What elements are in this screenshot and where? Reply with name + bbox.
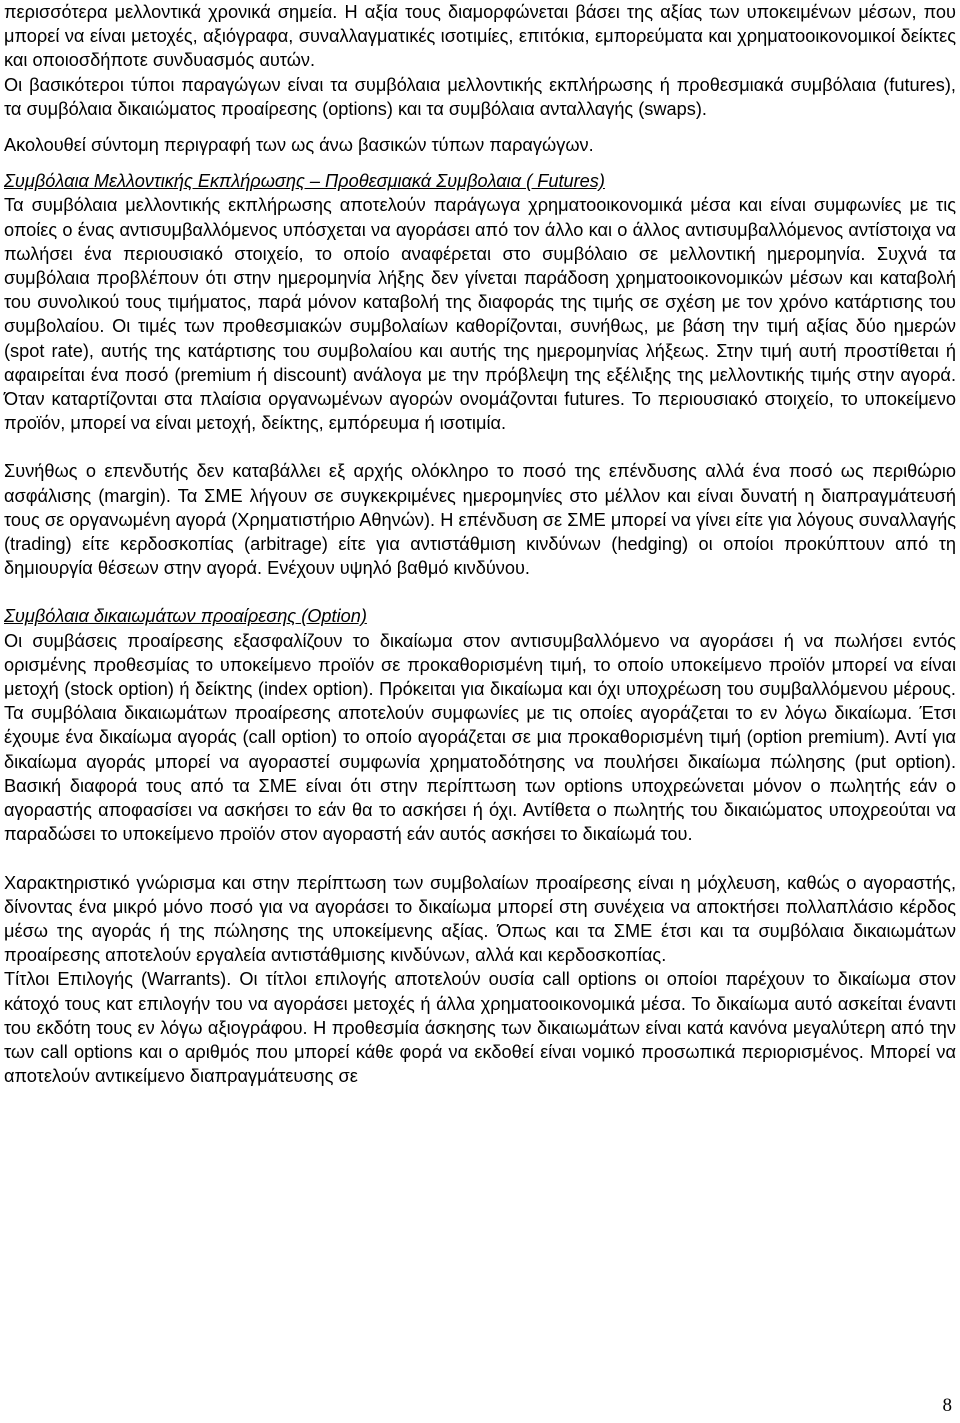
heading-futures: Συμβόλαια Μελλοντικής Εκπλήρωσης – Προθεσμιακά Συμβολαια ( Futures) — [4, 171, 605, 192]
paragraph-intro-continuation: περισσότερα μελλοντικά χρονικά σημεία. Η αξία τους διαμορφώνεται βάσει της αξίας των υποκειμένων μέσων, που μπορεί να είναι μετοχές, αξιόγραφα, συναλλαγματικές ισοτιμίες, επιτόκια, εμπορεύματα και χρηματοοικονομικοί δείκτες και οποιοσδήποτε συνδυασμός αυτών. — [4, 2, 956, 71]
spacer — [4, 847, 956, 871]
paragraph-followup: Ακολουθεί σύντομη περιγραφή των ως άνω βασικών τύπων παραγώγων. — [4, 135, 594, 156]
document-page — [4, 0, 956, 1088]
spacer — [4, 580, 956, 604]
paragraph-options-leverage: Χαρακτηριστικό γνώρισμα και στην περίπτωση των συμβολαίων προαίρεσης είναι η μόχλευση, καθώς ο αγοραστής, δίνοντας ένα μικρό μόνο ποσό για να αγοράσει το δικαίωμα μπορεί στη συνέχεια να αποκτήσει πολλαπλάσιο κέρδος μέσω της αγοράς ή της πώλησης της υποκείμενης αξίας. Όπως και τα ΣΜΕ έτσι και τα συμβόλαια δικαιωμάτων προαίρεσης αποτελούν εργαλεία αντιστάθμισης κινδύνων, αλλά και κερδοσκοπίας. — [4, 872, 956, 966]
paragraph-futures-body: Τα συμβόλαια μελλοντικής εκπλήρωσης αποτελούν παράγωγα χρηματοοικονομικά μέσα και είναι συμφωνίες με τις οποίες ο ένας αντισυμβαλλόμενος υπόσχεται να αγοράσει από τον άλλο και ο άλλος αντισυμβαλλόμενος αντίστοιχα να πωλήσει ένα περιουσιακό στοιχείο, το οποίο αναφέρεται στο συμβόλαιο σε μελλοντική ημερομηνία. Συχνά τα συμβόλαια προβλέπουν ότι στην ημερομηνία λήξης δεν γίνεται παράδοση χρηματοοικονομικών μέσων και καταβολή του συνολικού τους τιμήματος, παρά μόνον καταβολή της διαφοράς της τιμής σε σχέση με τον χρόνο κατάρτισης του συμβολαίου. Οι τιμές των προθεσμιακών συμβολαίων καθορίζονται, συνήθως, με βάση την τιμή αξίας δύο ημερών (spot rate), αυτής της κατάρτισης του συμβολαίου και αυτής της ημερομηνίας λήξεως. Στην τιμή αυτή προστίθεται ή αφαιρείται ένα ποσό (premium ή discount) ανάλογα με την πρόβλεψη της εξέλιξης της μελλοντικής τιμής στην αγορά. Όταν καταρτίζονται στα πλαίσια οργανωμένων αγορών ονομάζονται futures. Το περιουσιακό στοιχείο, το υποκείμενο προϊόν, μπορεί να είναι μετοχή, δείκτης, εμπόρευμα ή ισοτιμία. — [4, 195, 956, 434]
paragraph-basic-types: Οι βασικότεροι τύποι παραγώγων είναι τα συμβόλαια μελλοντικής εκπλήρωσης ή προθεσμιακά συμβόλαια (futures), τα συμβόλαια δικαιώματος προαίρεσης (options) και τα συμβόλαια ανταλλαγής (swaps). — [4, 74, 956, 119]
paragraph-futures-margin: Συνήθως ο επενδυτής δεν καταβάλλει εξ αρχής ολόκληρο το ποσό της επένδυσης αλλά ένα ποσό ως περιθώριο ασφάλισης (margin). Τα ΣΜΕ λήγουν σε συγκεκριμένες ημερομηνίες στο μέλλον και είναι δυνατή η διαπραγμάτευσή τους σε οργανωμένη αγορά (Χρηματιστήριο Αθηνών). Η επένδυση σε ΣΜΕ μπορεί να γίνει είτε για λόγους συναλλαγής (trading) είτε κερδοσκοπίας (arbitrage) είτε για αντιστάθμιση κινδύνων (hedging) οι οποίοι προκύπτουν από τη δημιουργία θέσεων στην αγορά. Ενέχουν υψηλό βαθμό κινδύνου. — [4, 461, 956, 579]
spacer — [4, 435, 956, 459]
paragraph-warrants: Τίτλοι Επιλογής (Warrants). Οι τίτλοι επιλογής αποτελούν ουσία call options οι οποίοι παρέχουν το δικαίωμα στον κάτοχό τους κατ επιλογήν του να αγοράσει μετοχές ή άλλα χρηματοοικονομικά μέσα. Το δικαίωμα αυτό ασκείται έναντι του εκδότη τους εν λόγω αξιογράφου. Η προθεσμία άσκησης των δικαιωμάτων είναι κατά κανόνα μεγαλύτερη από την των call options και ο αριθμός που μπορεί κάθε φορά να εκδοθεί είναι νομικό προσωπικά περιορισμένος. Μπορεί να αποτελούν αντικείμενο διαπραγμάτευσης σε — [4, 969, 956, 1087]
page-number: 8 — [942, 1395, 952, 1416]
spacer — [4, 121, 956, 133]
paragraph-options-body: Οι συμβάσεις προαίρεσης εξασφαλίζουν το δικαίωμα στον αντισυμβαλλόμενο να αγοράσει ή να πωλήσει εντός ορισμένης προθεσμίας το υποκείμενο προϊόν σε προκαθορισμένη τιμή, το οποίο υποκείμενο προϊόν μπορεί να είναι μετοχή (stock option) ή δείκτης (index option). Πρόκειται για δικαίωμα και όχι υποχρέωση του συμβαλλόμενου μέρους. Τα συμβόλαια δικαιωμάτων προαίρεσης αποτελούν συμφωνίες με τις οποίες αγοράζεται το εν λόγω δικαίωμα. Έτσι έχουμε ένα δικαίωμα αγοράς (call option) το οποίο αγοράζεται σε μια προκαθορισμένη τιμή (option premium). Αντί για δικαίωμα αγοράς μπορεί να αγοραστεί συμφωνία χρηματοδότησης να πουλήσει δικαίωμα πώλησης (put option). Βασική διαφορά τους από τα ΣΜΕ είναι ότι στην περίπτωση των options υποχρεώνεται μόνον ο πωλητής εάν ο αγοραστής αποφασίσει να ασκήσει το εάν θα το ασκήσει ή όχι. Αντίθετα ο πωλητής του δικαιώματος υποχρεούται να παραδώσει το υποκείμενο προϊόν στον αγοραστή εάν αυτός ασκήσει το δικαίωμά του. — [4, 630, 956, 845]
heading-options: Συμβόλαια δικαιωμάτων προαίρεσης (Option) — [4, 606, 367, 627]
spacer — [4, 157, 956, 169]
